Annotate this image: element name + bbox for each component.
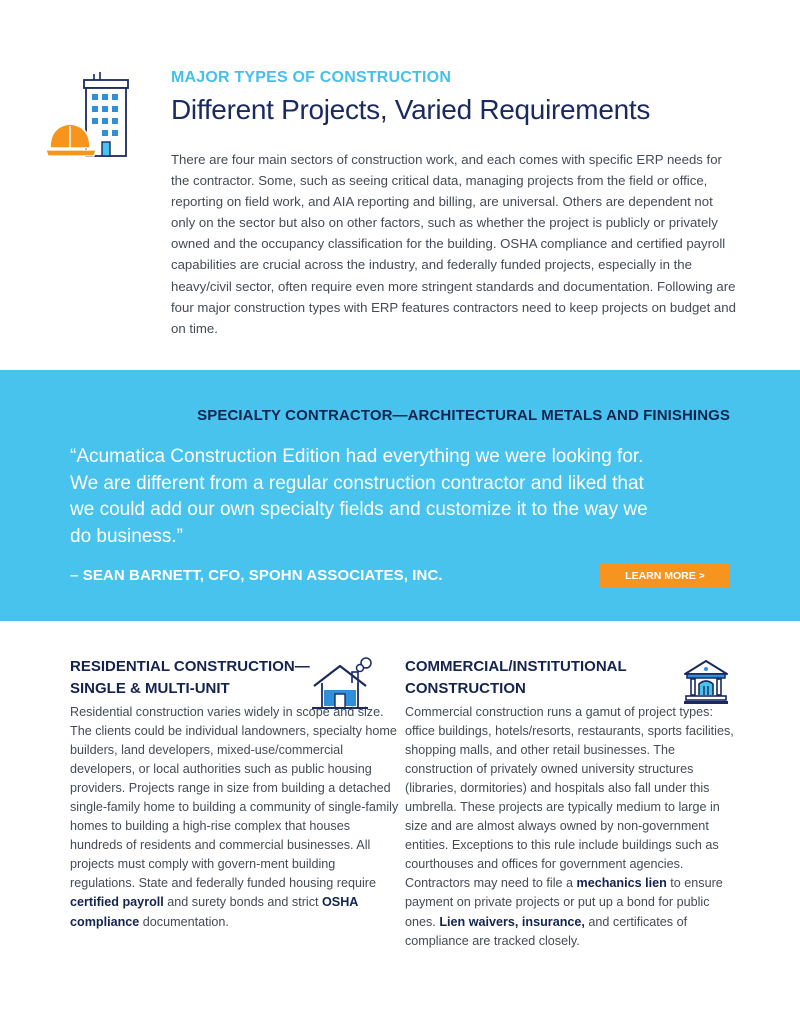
residential-column xyxy=(70,656,400,932)
lien-waivers-term: Lien waivers, insurance, xyxy=(439,914,585,929)
residential-heading xyxy=(70,656,320,700)
residential-heading-line1: RESIDENTIAL CONSTRUCTION— xyxy=(70,658,310,675)
intro-paragraph: There are four main sectors of construction work, and each comes with specific ERP needs for the contractor. Some, such as seeing critical data, managing projects from the field or office, reporting on field work, and AIA reporting and billing, are universal. Others are dependent not only on the sector but also on other factors, such as whether the project is publicly or privately owned and the occupancy classification for the building. OSHA compliance and certified payroll capabilities are crucial across the industry, and federally funded projects, especially in the heavy/civil sector, often require even more stringent standards and documentation. Following are four major construction types with ERP features contractors need to keep projects on budget and on time. xyxy=(171,152,736,336)
commercial-heading xyxy=(405,656,655,700)
osha-compliance-term: OSHA compliance xyxy=(70,895,358,929)
testimonial-heading: SPECIALTY CONTRACTOR—ARCHITECTURAL METALS AND FINISHINGS xyxy=(197,407,730,424)
residential-text-2: and surety bonds and strict xyxy=(163,895,323,910)
page-title: Different Projects, Varied Requirements xyxy=(171,94,651,125)
section-kicker: MAJOR TYPES OF CONSTRUCTION xyxy=(171,69,452,86)
residential-text-3: documentation. xyxy=(139,914,229,929)
building-with-hardhat-icon xyxy=(44,72,140,164)
commercial-column xyxy=(405,656,735,951)
residential-paragraph xyxy=(70,703,400,932)
residential-heading-line2: SINGLE & MULTI-UNIT xyxy=(70,680,230,697)
certified-payroll-term: certified payroll xyxy=(70,895,164,910)
commercial-text-3: and certificates of compliance are tracked closely. xyxy=(405,914,688,948)
commercial-paragraph xyxy=(405,703,735,951)
testimonial-quote: “Acumatica Construction Edition had everything we were looking for. We are different from a regular construction contractor and liked that we could add our own specialty fields and customize it to the way we do business.” xyxy=(70,446,648,547)
learn-more-button[interactable]: LEARN MORE > xyxy=(600,564,730,588)
testimonial-attribution: – SEAN BARNETT, CFO, SPOHN ASSOCIATES, INC. xyxy=(70,567,443,584)
commercial-text-1: Commercial construction runs a gamut of project types: office buildings, hotels/resorts, restaurants, sports facilities, shopping malls, and other retail businesses. The construction of privately owned university structures (libraries, dormitories) and hospitals also fall under this umbrella. These projects are typically medium to large in size and are almost always owned by non-government entities. Exceptions to this rule include buildings such as courthouses and offices for government agencies. Contractors may need to file a xyxy=(405,705,734,891)
residential-text-1: Residential construction varies widely in scope and size. The clients could be individual landowners, specialty home builders, land developers, mixed-use/commercial developers, or local authorities such as public housing providers. Projects range in size from building a detached single-family home to building a community of single-family homes to building a high-rise complex that houses hundreds of residents and commercial businesses. All projects must comply with govern-ment building regulations. State and federally funded housing require xyxy=(70,705,399,891)
intro-section xyxy=(0,0,800,370)
mechanics-lien-term: mechanics lien xyxy=(576,876,667,891)
commercial-text-2: to ensure payment on private projects or put up a bond for public ones. xyxy=(405,876,723,929)
testimonial-band xyxy=(0,370,800,621)
commercial-heading-line1: COMMERCIAL/INSTITUTIONAL xyxy=(405,658,627,675)
commercial-heading-line2: CONSTRUCTION xyxy=(405,680,526,697)
